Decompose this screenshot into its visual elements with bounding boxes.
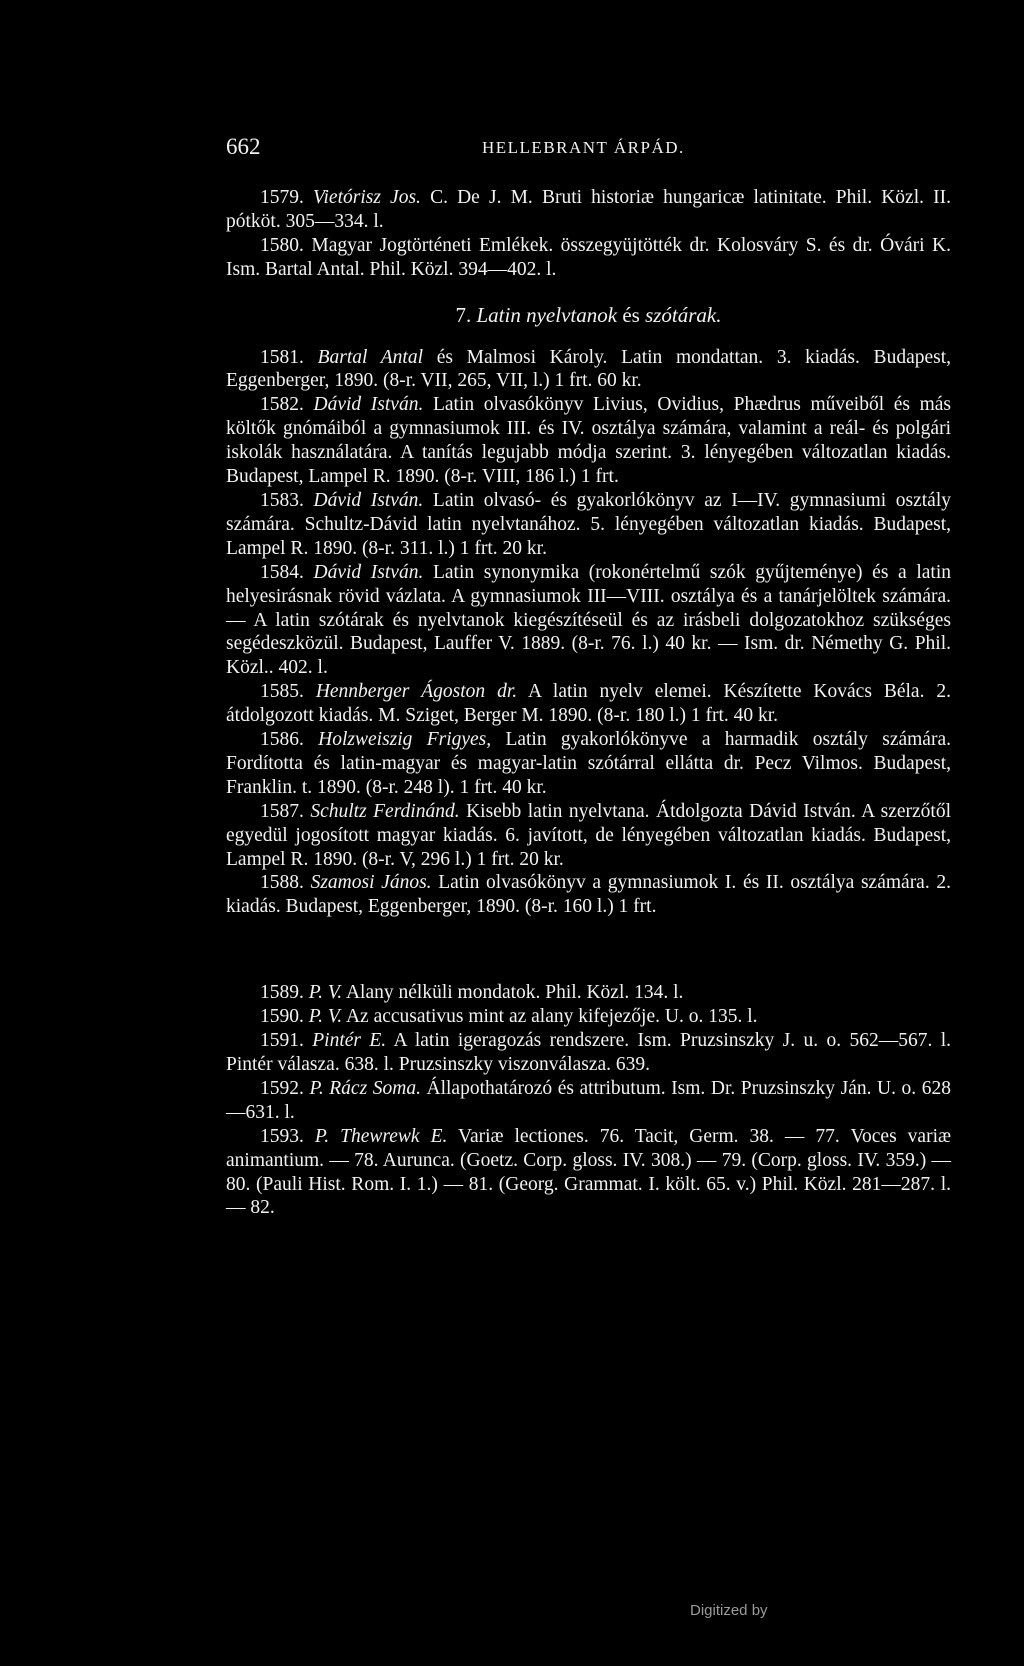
entry-text: Az accusativus mint az alany kifejezője. U. o. 135. l. (342, 1006, 758, 1028)
entry-text: és Malmosi Károly. Latin mondattan. 3. kiadás. Budapest, Eggenberger, 1890. (8-r. VII, 265, VII, l.) 1 frt. 60 kr. (226, 346, 952, 392)
section-title: Latin nyelvtanok (476, 302, 618, 327)
entry-text: C. De J. M. Bruti historiæ hungaricæ latinitate. Phil. Közl. II. pótköt. 305—334. l. (226, 187, 952, 232)
entry-author: P. Rácz Soma. (309, 1077, 421, 1099)
entry-text: Magyar Jogtörténeti Emlékek. összegyüjtötték dr. Kolosváry S. és dr. Óvári K. Ism. Bartal Antal. Phil. Közl. 394—402. l. (226, 234, 952, 280)
entry-text: Latin olvasó- és gyakorlókönyv az I—IV. gymnasiumi osztály számára. Schultz-Dávid latin nyelvtanához. 5. lényegében változatlan kiadás. Budapest, Lampel R. 1890. (8-r. 311. l.) 1 frt. 20 kr. (226, 489, 952, 559)
bib-entry (226, 561, 951, 681)
bib-entry (226, 393, 951, 489)
bib-entry (226, 728, 951, 800)
entry-author: Dávid István. (313, 394, 424, 416)
section-conj: és (622, 302, 640, 327)
entry-number: 1585. (260, 681, 304, 703)
bib-entry (226, 1077, 951, 1125)
entry-author: Schultz Ferdinánd. (310, 800, 460, 822)
bib-entry (226, 800, 951, 872)
entry-number: 1582. (260, 394, 304, 416)
entry-author: P. V. (308, 1006, 343, 1028)
entry-author: Szamosi János. (310, 872, 432, 894)
entry-author: Vietórisz Jos. (313, 187, 421, 208)
entry-text: Latin olvasókönyv a gymnasiumok I. és II. osztálya számára. 2. kiadás. Budapest, Eggenberger, 1890. (8-r. 160 l.) 1 frt. (226, 872, 952, 918)
entry-text: A latin nyelv elemei. Készítette Kovács Béla. 2. átdolgozott kiadás. M. Sziget, Berger M. 1890. (8-r. 180 l.) 1 frt. 40 kr. (226, 681, 951, 727)
entry-text: Variæ lectiones. 76. Tacit, Germ. 38. — 77. Voces variæ animantium. — 78. Aurunca. (Goetz. Corp. gloss. IV. 308.) — 79. (Corp. gloss. IV. 359.) — 80. (Pauli Hist. Rom. I. 1.) — 81. (Georg. Grammat. I. költ. 65. v.) Phil. Közl. 281—287. l. — 82. (226, 1125, 951, 1219)
entry-number: 1583. (260, 489, 304, 511)
entry-number: 1579. (260, 187, 304, 208)
bib-entry (226, 489, 951, 561)
entry-number: 1586. (260, 729, 304, 751)
entry-number: 1589. (260, 982, 304, 1004)
section-gap (226, 919, 951, 981)
entry-author: P. Thewrewk E. (314, 1125, 448, 1147)
bib-entry (226, 680, 951, 728)
entry-number: 1588. (260, 872, 304, 894)
section-number: 7. (455, 302, 472, 327)
page-number: 662 (226, 134, 261, 159)
bib-entry (226, 1125, 951, 1221)
entry-author: Holzweiszig Frigyes, (318, 729, 492, 751)
bib-entry (226, 234, 951, 282)
entry-number: 1587. (260, 800, 304, 822)
section-heading (226, 304, 951, 328)
entry-text: Kisebb latin nyelvtana. Átdolgozta Dávid István. A szerzőtől egyedül jogosított magyar kiadás. 6. javított, de lényegében változatlan kiadás. Budapest, Lampel R. 1890. (8-r. V, 296 l.) 1 frt. 20 kr. (226, 800, 951, 870)
entry-number: 1581. (260, 346, 304, 368)
page-header (226, 134, 951, 164)
entry-number: 1593. (260, 1125, 304, 1147)
bib-entry (226, 186, 951, 234)
running-head: HELLEBRANT ÁRPÁD. (482, 138, 685, 157)
bib-entry (226, 346, 951, 394)
entry-number: 1590. (260, 1006, 304, 1028)
bib-entry (226, 871, 951, 919)
entry-text: A latin igeragozás rendszere. Ism. Pruzsinszky J. u. o. 562—567. l. Pintér válasza. 638. l. Pruzsinszky viszonválasza. 639. (226, 1030, 952, 1075)
entry-author: Pintér E. (312, 1030, 387, 1052)
entry-text: Állapothatározó és attributum. Ism. Dr. Pruzsinszky Ján. U. o. 628—631. l. (226, 1077, 951, 1123)
section-title-2: szótárak. (645, 302, 722, 327)
digitized-watermark: Digitized by (690, 1602, 768, 1619)
entry-author: Dávid István. (313, 489, 424, 511)
entry-author: Bartal Antal (317, 346, 424, 368)
entry-text: Alany nélküli mondatok. Phil. Közl. 134. l. (342, 982, 684, 1004)
entry-number: 1580. (260, 234, 304, 256)
entry-text: Latin gyakorlókönyve a harmadik osztály számára. Fordította és latin-magyar és magyar-latin szótárral ellátta dr. Pecz Vilmos. Budapest, Franklin. t. 1890. (8-r. 248 l). 1 frt. 40 kr. (226, 729, 951, 798)
bibliography-content (226, 186, 951, 1220)
entry-text: Latin synonymika (rokonértelmű szók gyűjteménye) és a latin helyesirásnak rövid vázlata. A gymnasiumok III—VIII. osztálya és a tanárjelöltek számára. — A latin szótárak és nyelvtanok kiegészítéseül és az irásbeli dolgozatokhoz szükséges segédeszközül. Budapest, Lauffer V. 1889. (8-r. 76. l.) 40 kr. — Ism. dr. Némethy G. Phil. Közl.. 402. l. (226, 561, 951, 679)
bib-entry (226, 1005, 951, 1029)
bib-entry (226, 1029, 951, 1077)
entry-author: Dávid István. (313, 561, 424, 583)
entry-number: 1584. (260, 561, 304, 583)
entry-number: 1592. (260, 1077, 304, 1099)
entry-author: Hennberger Ágoston dr. (315, 681, 518, 703)
bib-entry (226, 981, 951, 1005)
entry-number: 1591. (260, 1030, 304, 1052)
entry-text: Latin olvasókönyv Livius, Ovidius, Phædrus műveiből és más költők gnómáiból a gymnasiumok III. és IV. osztálya számára, valamint a reál- és polgári iskolák használatára. A tanítás legujabb módja szerint. 3. lényegében változatlan kiadás. Budapest, Lampel R. 1890. (8-r. VIII, 186 l.) 1 frt. (226, 394, 952, 488)
entry-author: P. V. (308, 982, 343, 1004)
